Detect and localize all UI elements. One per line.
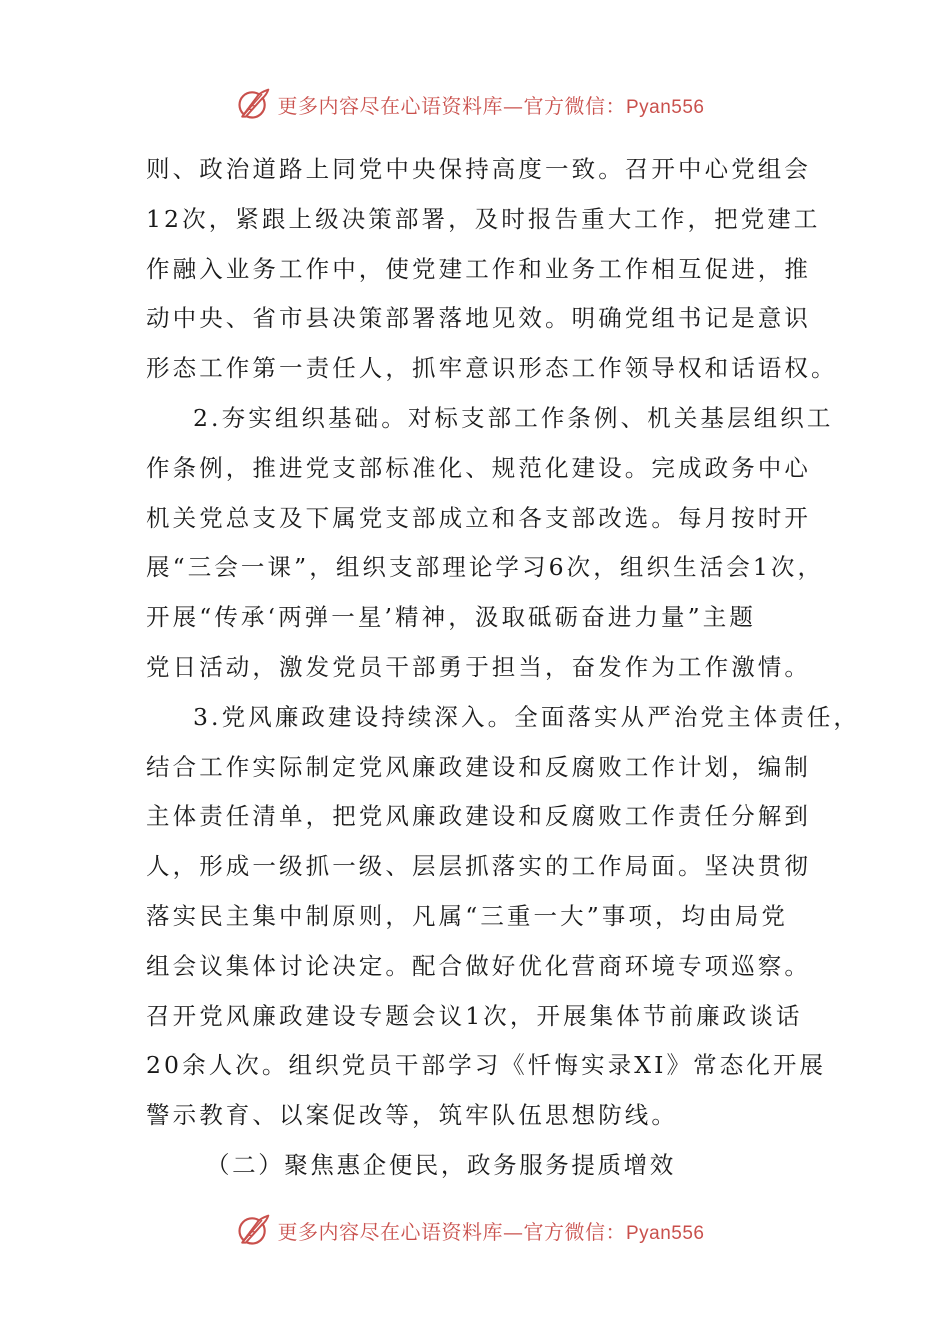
document-body (146, 145, 861, 1191)
watermark-id: Pyan556 (625, 1222, 705, 1244)
text-line: 开展“传承‘两弹一星’精神，汲取砥砺奋进力量”主题 (146, 603, 756, 632)
paragraph (146, 145, 838, 394)
text-line: 作条例，推进党支部标准化、规范化建设。完成政务中心 (146, 453, 811, 482)
watermark-separator: — (502, 1219, 524, 1244)
watermark-separator: — (502, 93, 524, 118)
text-line: 人，形成一级抓一级、层层抓落实的工作局面。坚决贯彻 (146, 852, 811, 881)
text-line: 主体责任清单，把党风廉政建设和反腐败工作责任分解到 (146, 802, 811, 831)
header-watermark (0, 82, 950, 126)
watermark-label: 官方微信： (523, 1219, 626, 1244)
watermark-text: 更多内容尽在心语资料库 (277, 93, 503, 118)
text-line: 2.夯实组织基础。对标支部工作条例、机关基层组织工 (193, 403, 834, 432)
quill-pen-circle-icon (235, 1212, 271, 1248)
text-line: 则、政治道路上同党中央保持高度一致。召开中心党组会 (146, 155, 811, 183)
text-line: 展“三会一课”，组织支部理论学习6次，组织生活会1次， (146, 553, 825, 582)
watermark-label: 官方微信： (523, 93, 626, 118)
text-line: 动中央、省市县决策部署落地见效。明确党组书记是意识 (146, 304, 811, 333)
text-line: 警示教育、以案促改等，筑牢队伍思想防线。 (146, 1101, 678, 1130)
paragraph (146, 394, 834, 693)
text-line: 召开党风廉政建设专题会议1次，开展集体节前廉政谈话 (146, 1001, 803, 1030)
text-line: 结合工作实际制定党风廉政建设和反腐败工作计划，编制 (146, 752, 811, 781)
watermark-text: 更多内容尽在心语资料库 (277, 1219, 503, 1244)
paragraph (146, 693, 861, 1141)
watermark-id: Pyan556 (625, 96, 705, 118)
footer-watermark (0, 1208, 950, 1252)
text-line: 作融入业务工作中，使党建工作和业务工作相互促进，推 (146, 254, 811, 283)
text-line: 机关党总支及下属党支部成立和各支部改选。每月按时开 (146, 503, 811, 532)
text-line: 3.党风廉政建设持续深入。全面落实从严治党主体责任， (193, 702, 861, 731)
section-heading: （二）聚焦惠企便民，政务服务提质增效 (206, 1150, 676, 1179)
text-line: 组会议集体讨论决定。配合做好优化营商环境专项巡察。 (146, 951, 811, 980)
text-line: 党日活动，激发党员干部勇于担当，奋发作为工作激情。 (146, 652, 811, 681)
text-line: 形态工作第一责任人，抓牢意识形态工作领导权和话语权。 (146, 354, 838, 383)
text-line: 20余人次。组织党员干部学习《忏悔实录XI》常态化开展 (146, 1051, 827, 1080)
quill-pen-circle-icon (235, 86, 271, 122)
text-line: 12次，紧跟上级决策部署，及时报告重大工作，把党建工 (146, 204, 821, 233)
text-line: 落实民主集中制原则，凡属“三重一大”事项，均由局党 (146, 901, 789, 930)
